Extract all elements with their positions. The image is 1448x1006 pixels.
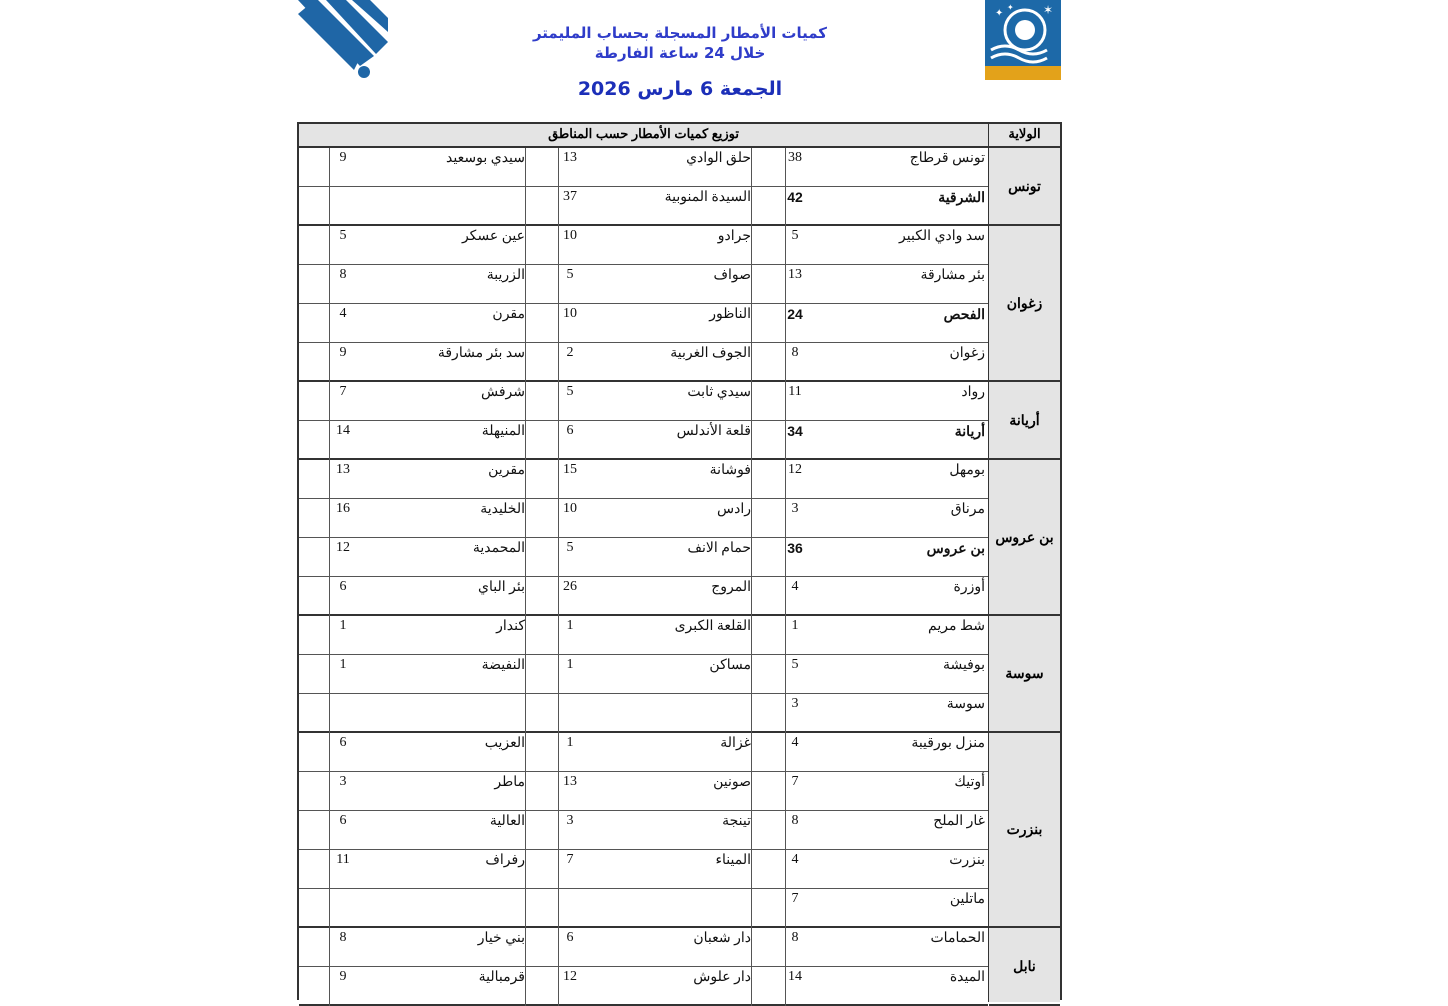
rain-value-3 bbox=[329, 696, 357, 716]
rain-value-3 bbox=[329, 189, 357, 209]
station-name-3: رفراف bbox=[485, 853, 525, 868]
governorate-name: بنزرت bbox=[989, 733, 1060, 928]
rain-value-3: 6 bbox=[339, 579, 347, 594]
table-row bbox=[299, 265, 988, 304]
institute-seal-icon bbox=[985, 0, 1061, 80]
table-row bbox=[299, 967, 988, 1006]
table-row bbox=[299, 226, 988, 265]
table-row bbox=[299, 616, 988, 655]
station-name-2: حلق الوادي bbox=[686, 151, 751, 166]
rain-value-3: 9 bbox=[339, 969, 347, 984]
station-name-2: الميناء bbox=[715, 853, 751, 868]
station-name-2: الناظور bbox=[709, 307, 751, 322]
rain-value-2: 1 bbox=[566, 735, 574, 750]
station-name-3: العالية bbox=[489, 814, 525, 829]
governorate-name: أريانة bbox=[989, 382, 1060, 460]
svg-text:✦: ✦ bbox=[995, 8, 1004, 19]
rain-value-2: 6 bbox=[566, 930, 574, 945]
rain-value-1: 34 bbox=[787, 423, 803, 439]
rain-value-3: 1 bbox=[339, 657, 347, 672]
station-name-1: تونس قرطاج bbox=[909, 151, 985, 166]
station-name-1: أوزرة bbox=[953, 580, 985, 595]
rain-value-2: 26 bbox=[563, 579, 577, 594]
table-row bbox=[299, 499, 988, 538]
station-name-2: صونين bbox=[713, 775, 751, 790]
rain-value-1: 3 bbox=[791, 696, 799, 711]
station-name-1: أريانة bbox=[954, 423, 985, 439]
station-name-3: الخليدية bbox=[480, 502, 525, 517]
station-name-1: الميدة bbox=[949, 970, 985, 985]
station-name-1: ماتلين bbox=[949, 892, 985, 907]
rain-value-3: 8 bbox=[339, 267, 347, 282]
station-name-2: السيدة المنوبية bbox=[664, 190, 751, 205]
rain-value-1: 14 bbox=[788, 969, 802, 984]
rain-value-3: 4 bbox=[339, 306, 347, 321]
rain-value-1: 4 bbox=[791, 852, 799, 867]
station-name-2: مساكن bbox=[709, 658, 751, 673]
station-name-1: بن عروس bbox=[926, 540, 985, 556]
rain-value-3: 11 bbox=[336, 852, 350, 867]
station-name-3 bbox=[357, 189, 525, 209]
station-name-3: مقرين bbox=[488, 463, 525, 478]
table-row bbox=[299, 889, 988, 928]
rain-value-2: 13 bbox=[563, 150, 577, 165]
rain-value-1: 4 bbox=[791, 579, 799, 594]
station-name-1: الفحص bbox=[943, 306, 985, 322]
table-row bbox=[299, 850, 988, 889]
station-name-3: العزيب bbox=[484, 736, 525, 751]
rain-value-3: 1 bbox=[339, 618, 347, 633]
station-name-3: بئر الباي bbox=[478, 580, 525, 595]
table-row bbox=[299, 460, 988, 499]
table-row bbox=[299, 772, 988, 811]
rain-value-2 bbox=[558, 696, 582, 716]
station-name-2: رادس bbox=[717, 502, 751, 517]
rain-value-1: 7 bbox=[791, 891, 799, 906]
rain-value-2: 5 bbox=[566, 540, 574, 555]
station-name-3: سد بئر مشارقة bbox=[437, 346, 525, 361]
rain-value-1: 7 bbox=[791, 774, 799, 789]
rain-value-1: 8 bbox=[791, 813, 799, 828]
station-name-2: دار علوش bbox=[693, 970, 751, 985]
rain-value-1: 12 bbox=[788, 462, 802, 477]
station-name-1: الشرقية bbox=[938, 189, 985, 205]
report-title-line2: خلال 24 ساعة الفارطة bbox=[594, 44, 766, 62]
station-name-1: بوفيشة bbox=[942, 658, 985, 673]
rain-value-1: 11 bbox=[788, 384, 802, 399]
table-row bbox=[299, 187, 988, 226]
rain-value-2: 10 bbox=[563, 501, 577, 516]
governorate-name: زغوان bbox=[989, 226, 1060, 382]
station-name-2: سيدي ثابت bbox=[687, 385, 751, 400]
station-name-3 bbox=[357, 891, 525, 911]
rain-value-3: 8 bbox=[339, 930, 347, 945]
station-name-2 bbox=[581, 891, 751, 911]
station-name-2 bbox=[581, 696, 751, 716]
table-row bbox=[299, 538, 988, 577]
rain-value-2: 10 bbox=[563, 306, 577, 321]
seal-strip bbox=[985, 66, 1061, 80]
station-name-3: قرمبالية bbox=[478, 970, 525, 985]
station-name-3: عين عسكر bbox=[461, 229, 525, 244]
station-name-1: مرناق bbox=[950, 502, 985, 517]
governorate-column bbox=[988, 148, 1060, 1002]
rain-value-1: 38 bbox=[788, 150, 802, 165]
station-name-3: مقرن bbox=[492, 307, 525, 322]
table-row bbox=[299, 382, 988, 421]
report-date: الجمعة 6 مارس 2026 bbox=[577, 78, 783, 100]
station-name-2: حمام الانف bbox=[687, 541, 751, 556]
rain-value-1: 5 bbox=[791, 228, 799, 243]
rainfall-table bbox=[297, 122, 1062, 1000]
station-name-3: النفيضة bbox=[481, 658, 525, 673]
rain-value-1: 42 bbox=[787, 189, 803, 205]
rain-value-3: 3 bbox=[339, 774, 347, 789]
rain-value-2: 15 bbox=[563, 462, 577, 477]
station-name-1: بئر مشارقة bbox=[920, 268, 985, 283]
table-row bbox=[299, 343, 988, 382]
rain-value-3: 7 bbox=[339, 384, 347, 399]
rain-value-2: 10 bbox=[563, 228, 577, 243]
table-row bbox=[299, 928, 988, 967]
svg-text:✶: ✶ bbox=[1043, 3, 1054, 17]
rain-value-3: 9 bbox=[339, 345, 347, 360]
rain-value-2 bbox=[558, 891, 582, 911]
table-header bbox=[299, 124, 1060, 148]
header-distribution: توزيع كميات الأمطار حسب المناطق bbox=[548, 126, 739, 141]
governorate-name: سوسة bbox=[989, 616, 1060, 733]
stripes-logo-icon bbox=[296, 0, 388, 80]
rain-value-2: 37 bbox=[563, 189, 577, 204]
station-name-1: سوسة bbox=[946, 697, 985, 712]
station-name-2: غزالة bbox=[720, 736, 751, 751]
rain-value-1: 24 bbox=[787, 306, 803, 322]
rain-value-3: 14 bbox=[336, 423, 350, 438]
rain-value-3: 6 bbox=[339, 735, 347, 750]
station-name-2: تينجة bbox=[722, 814, 751, 829]
rain-value-2: 12 bbox=[563, 969, 577, 984]
rain-value-3: 12 bbox=[336, 540, 350, 555]
station-name-2: فوشانة bbox=[709, 463, 751, 478]
table-row bbox=[299, 733, 988, 772]
station-name-3: كندار bbox=[496, 619, 525, 634]
rain-value-2: 2 bbox=[566, 345, 574, 360]
station-name-2: صواف bbox=[713, 268, 751, 283]
rain-value-1: 4 bbox=[791, 735, 799, 750]
table-row bbox=[299, 811, 988, 850]
station-name-3 bbox=[357, 696, 525, 716]
station-name-3: ماطر bbox=[494, 775, 525, 790]
rain-value-2: 1 bbox=[566, 618, 574, 633]
station-name-3: المحمدية bbox=[472, 541, 525, 556]
rain-value-3: 9 bbox=[339, 150, 347, 165]
rain-value-1: 8 bbox=[791, 345, 799, 360]
governorate-name: نابل bbox=[989, 928, 1060, 1006]
rain-value-1: 13 bbox=[788, 267, 802, 282]
station-name-2: دار شعبان bbox=[693, 931, 751, 946]
rain-value-1: 3 bbox=[791, 501, 799, 516]
rain-value-2: 1 bbox=[566, 657, 574, 672]
rain-value-1: 5 bbox=[791, 657, 799, 672]
rain-value-1: 36 bbox=[787, 540, 803, 556]
station-name-1: زغوان bbox=[949, 346, 985, 361]
rain-value-2: 3 bbox=[566, 813, 574, 828]
governorate-name: تونس bbox=[989, 148, 1060, 226]
table-row bbox=[299, 148, 988, 187]
station-name-2: الجوف الغربية bbox=[670, 346, 751, 361]
table-row bbox=[299, 694, 988, 733]
table-row bbox=[299, 655, 988, 694]
rain-value-2: 5 bbox=[566, 384, 574, 399]
table-row bbox=[299, 304, 988, 343]
rain-value-1: 8 bbox=[791, 930, 799, 945]
station-name-1: سد وادي الكبير bbox=[899, 229, 985, 244]
station-name-1: الحمامات bbox=[930, 931, 985, 946]
svg-text:✦: ✦ bbox=[1007, 3, 1014, 12]
station-name-3: شرفش bbox=[481, 385, 525, 400]
table-row bbox=[299, 421, 988, 460]
rain-value-2: 6 bbox=[566, 423, 574, 438]
rain-value-3: 5 bbox=[339, 228, 347, 243]
station-name-2: جرادو bbox=[717, 229, 751, 244]
station-name-1: شط مريم bbox=[928, 619, 985, 634]
rain-value-2: 5 bbox=[566, 267, 574, 282]
table-row bbox=[299, 577, 988, 616]
station-name-3: المنيهلة bbox=[481, 424, 525, 439]
station-name-2: المروج bbox=[711, 580, 751, 595]
station-name-1: بومهل bbox=[949, 463, 985, 478]
rain-value-2: 13 bbox=[563, 774, 577, 789]
station-name-3: الزريبة bbox=[486, 268, 525, 283]
station-name-1: أوتيك bbox=[954, 775, 985, 790]
station-name-3: بني خيار bbox=[477, 931, 525, 946]
governorate-name: بن عروس bbox=[989, 460, 1060, 616]
seal-emblem-icon bbox=[985, 0, 1061, 66]
report-title-line1: كميات الأمطار المسجلة بحساب المليمتر bbox=[532, 24, 828, 42]
station-name-1: غار الملح bbox=[933, 814, 985, 829]
rain-value-3: 16 bbox=[336, 501, 350, 516]
rain-value-3: 6 bbox=[339, 813, 347, 828]
rain-value-3 bbox=[329, 891, 357, 911]
station-name-1: رواد bbox=[961, 385, 985, 400]
station-name-3: سيدي بوسعيد bbox=[446, 151, 525, 166]
station-name-1: بنزرت bbox=[949, 853, 985, 868]
station-name-2: القلعة الكبرى bbox=[674, 619, 751, 634]
header-wilaya: الولاية bbox=[1008, 126, 1041, 141]
rain-value-1: 1 bbox=[791, 618, 799, 633]
rain-value-2: 7 bbox=[566, 852, 574, 867]
rain-value-3: 13 bbox=[336, 462, 350, 477]
station-name-2: قلعة الأندلس bbox=[676, 424, 751, 439]
station-name-1: منزل بورقيبة bbox=[911, 736, 985, 751]
